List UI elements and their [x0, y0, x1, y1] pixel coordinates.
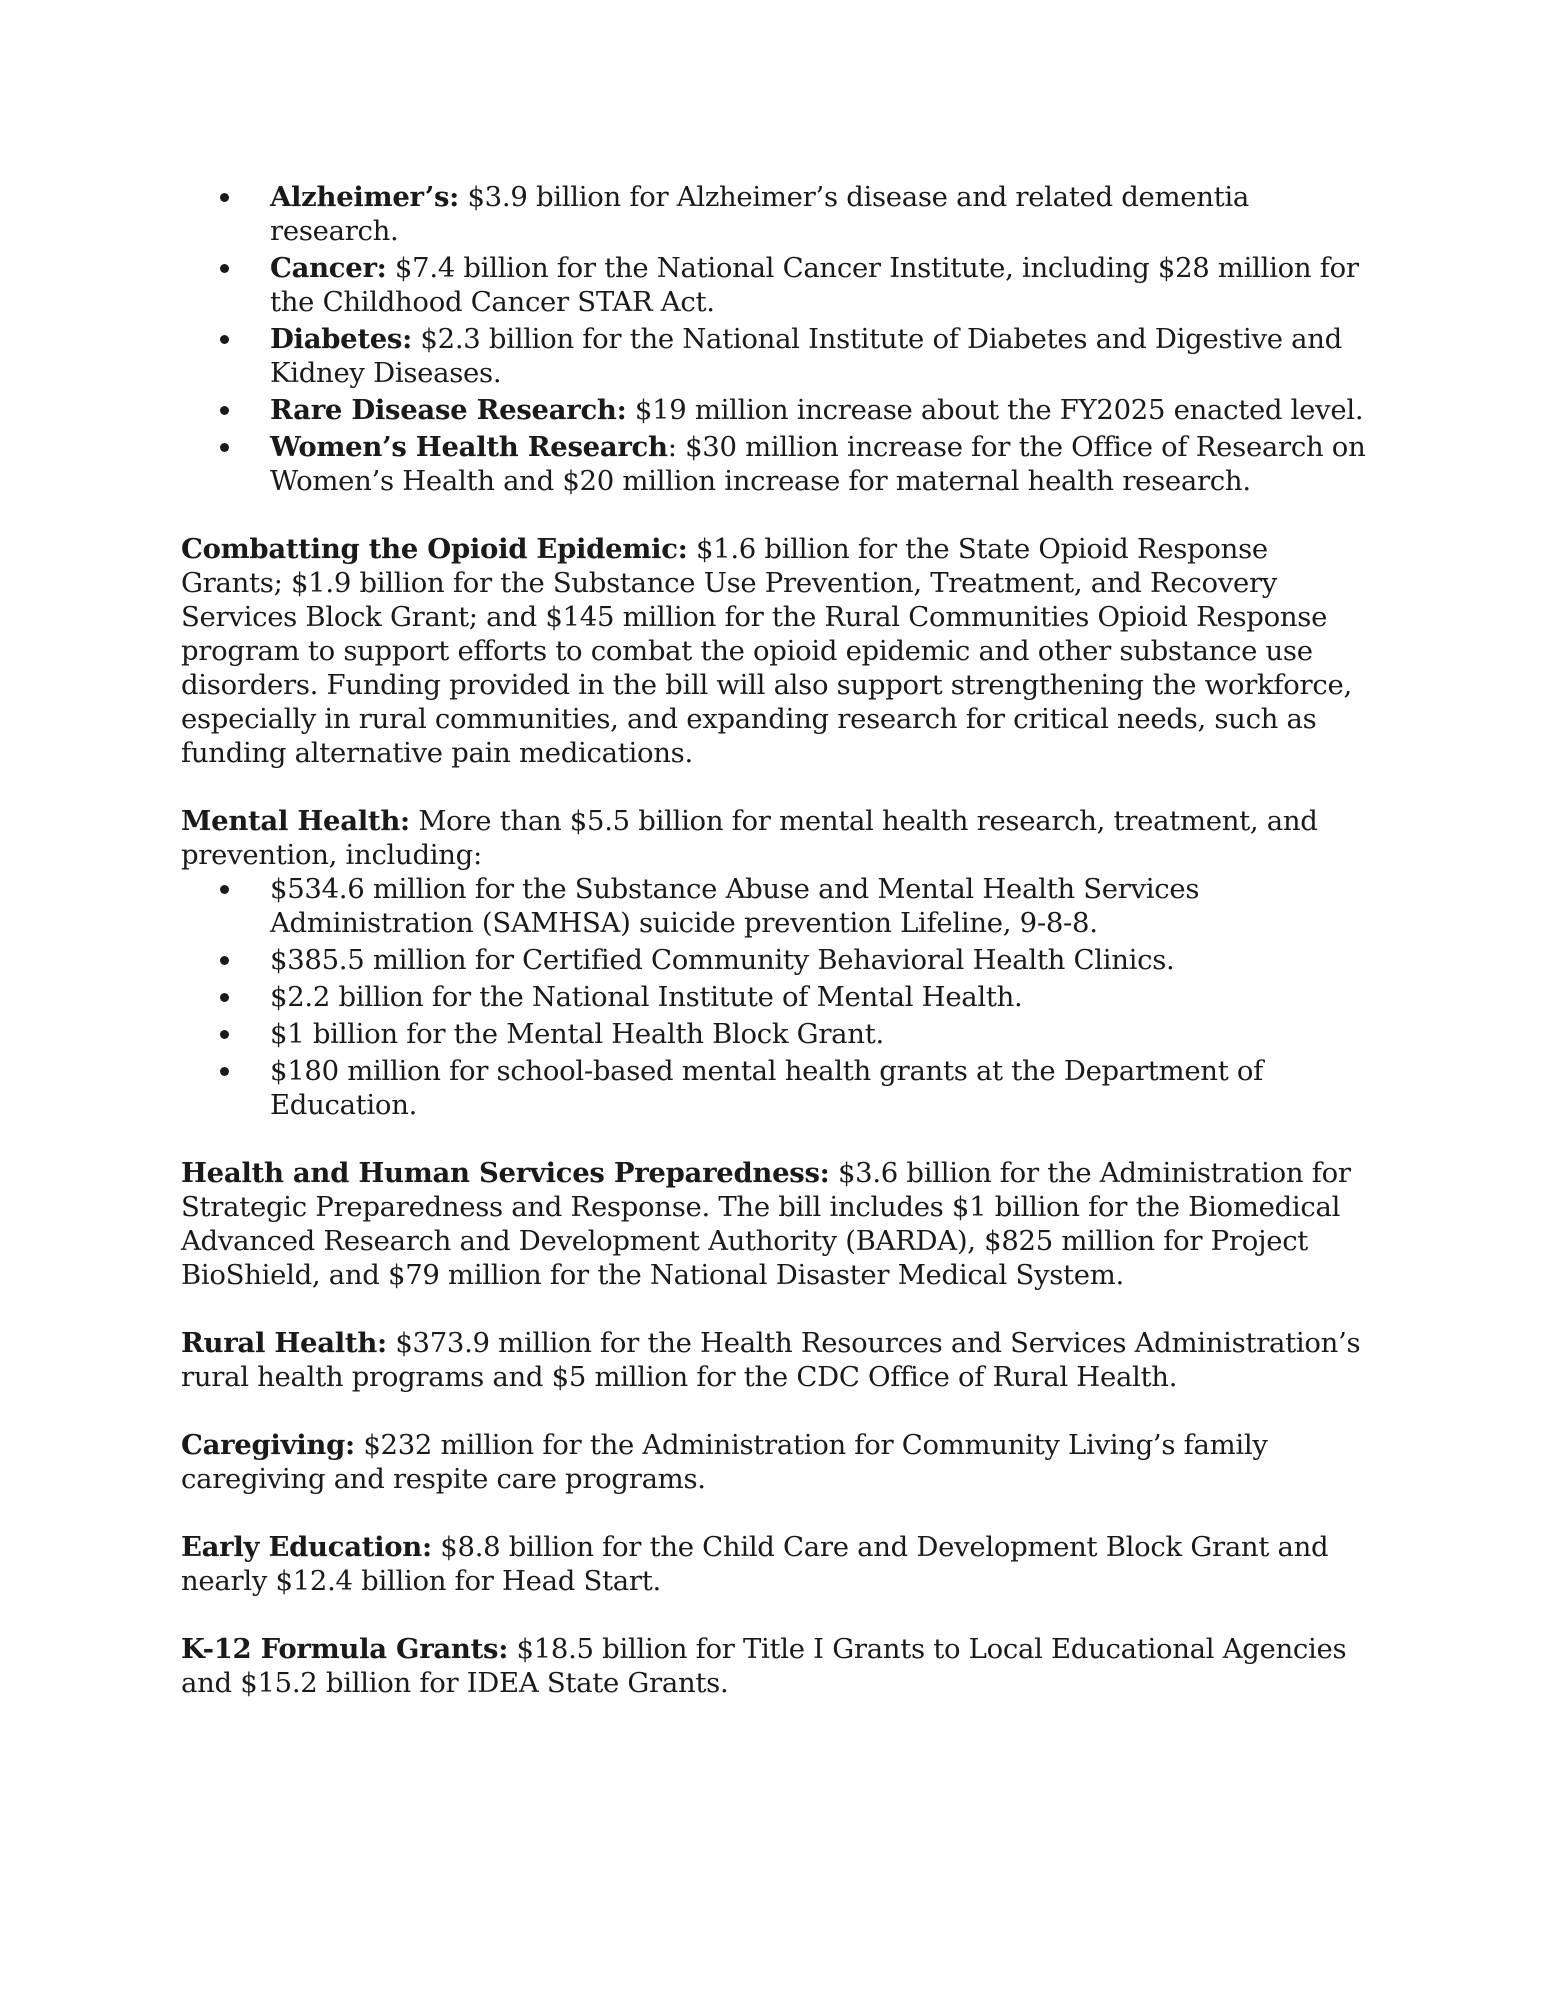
list-item	[270, 943, 1376, 977]
bullet-icon	[220, 1030, 229, 1039]
item-label: Cancer:	[270, 252, 387, 284]
bullet-icon	[220, 993, 229, 1002]
item-text: $19 million increase about the FY2025 enacted level.	[626, 394, 1364, 426]
mental-health-paragraph	[181, 804, 1376, 872]
caregiving-label: Caregiving:	[181, 1429, 355, 1461]
bullet-icon	[220, 1067, 229, 1076]
item-text: $7.4 billion for the National Cancer Institute, including $28 million for the Childhood Cancer STAR Act.	[270, 252, 1359, 318]
caregiving-text: $232 million for the Administration for Community Living’s family caregiving and respite care programs.	[181, 1429, 1268, 1495]
item-label: Alzheimer’s:	[270, 181, 460, 213]
item-text: $1 billion for the Mental Health Block Grant.	[270, 1018, 884, 1050]
rural-health-text: $373.9 million for the Health Resources and Services Administration’s rural health programs and $5 million for the CDC Office of Rural Health.	[181, 1327, 1361, 1393]
item-text: : $30 million increase for the Office of Research on Women’s Health and $20 million increase for maternal health research.	[270, 431, 1366, 497]
mental-health-text: More than $5.5 billion for mental health research, treatment, and prevention, including:	[181, 805, 1318, 871]
list-item	[270, 251, 1376, 319]
mental-health-bullet-list	[181, 872, 1376, 1122]
list-item	[270, 430, 1376, 498]
list-item	[270, 872, 1376, 940]
list-item	[270, 393, 1376, 427]
bullet-icon	[220, 885, 229, 894]
list-item	[270, 1054, 1376, 1122]
opioid-paragraph	[181, 532, 1376, 770]
k12-paragraph	[181, 1632, 1376, 1700]
opioid-label: Combatting the Opioid Epidemic:	[181, 533, 688, 565]
bullet-icon	[220, 335, 229, 344]
item-label: Diabetes:	[270, 323, 412, 355]
bullet-icon	[220, 264, 229, 273]
research-bullet-list	[181, 180, 1376, 498]
list-item	[270, 1017, 1376, 1051]
rural-health-label: Rural Health:	[181, 1327, 387, 1359]
preparedness-paragraph	[181, 1156, 1376, 1292]
bullet-icon	[220, 193, 229, 202]
item-label: Rare Disease Research:	[270, 394, 627, 426]
bullet-icon	[220, 443, 229, 452]
k12-label: K-12 Formula Grants:	[181, 1633, 509, 1665]
item-text: $2.2 billion for the National Institute of Mental Health.	[270, 981, 1023, 1013]
list-item	[270, 180, 1376, 248]
document-page	[181, 180, 1376, 1700]
preparedness-label: Health and Human Services Preparedness:	[181, 1157, 830, 1189]
bullet-icon	[220, 406, 229, 415]
mental-health-label: Mental Health:	[181, 805, 410, 837]
item-text: $534.6 million for the Substance Abuse and Mental Health Services Administration (SAMHSA) suicide prevention Lifeline, 9-8-8.	[270, 873, 1200, 939]
preparedness-text: $3.6 billion for the Administration for Strategic Preparedness and Response. The bill includes $1 billion for the Biomedical Advanced Research and Development Authority (BARDA), $825 million for Project BioShield, and $79 million for the National Disaster Medical System.	[181, 1157, 1351, 1291]
opioid-text: $1.6 billion for the State Opioid Response Grants; $1.9 billion for the Substance Use Prevention, Treatment, and Recovery Services Block Grant; and $145 million for the Rural Communities Opioid Response program to support efforts to combat the opioid epidemic and other substance use disorders. Funding provided in the bill will also support strengthening the workforce, especially in rural communities, and expanding research for critical needs, such as funding alternative pain medications.	[181, 533, 1352, 769]
caregiving-paragraph	[181, 1428, 1376, 1496]
list-item	[270, 322, 1376, 390]
item-label: Women’s Health Research	[270, 431, 668, 463]
item-text: $3.9 billion for Alzheimer’s disease and related dementia research.	[270, 181, 1250, 247]
early-education-text: $8.8 billion for the Child Care and Development Block Grant and nearly $12.4 billion for Head Start.	[181, 1531, 1329, 1597]
item-text: $180 million for school-based mental health grants at the Department of Education.	[270, 1055, 1264, 1121]
bullet-icon	[220, 956, 229, 965]
early-education-paragraph	[181, 1530, 1376, 1598]
list-item	[270, 980, 1376, 1014]
early-education-label: Early Education:	[181, 1531, 432, 1563]
item-text: $385.5 million for Certified Community Behavioral Health Clinics.	[270, 944, 1175, 976]
k12-text: $18.5 billion for Title I Grants to Local Educational Agencies and $15.2 billion for IDEA State Grants.	[181, 1633, 1347, 1699]
item-text: $2.3 billion for the National Institute of Diabetes and Digestive and Kidney Diseases.	[270, 323, 1342, 389]
rural-health-paragraph	[181, 1326, 1376, 1394]
